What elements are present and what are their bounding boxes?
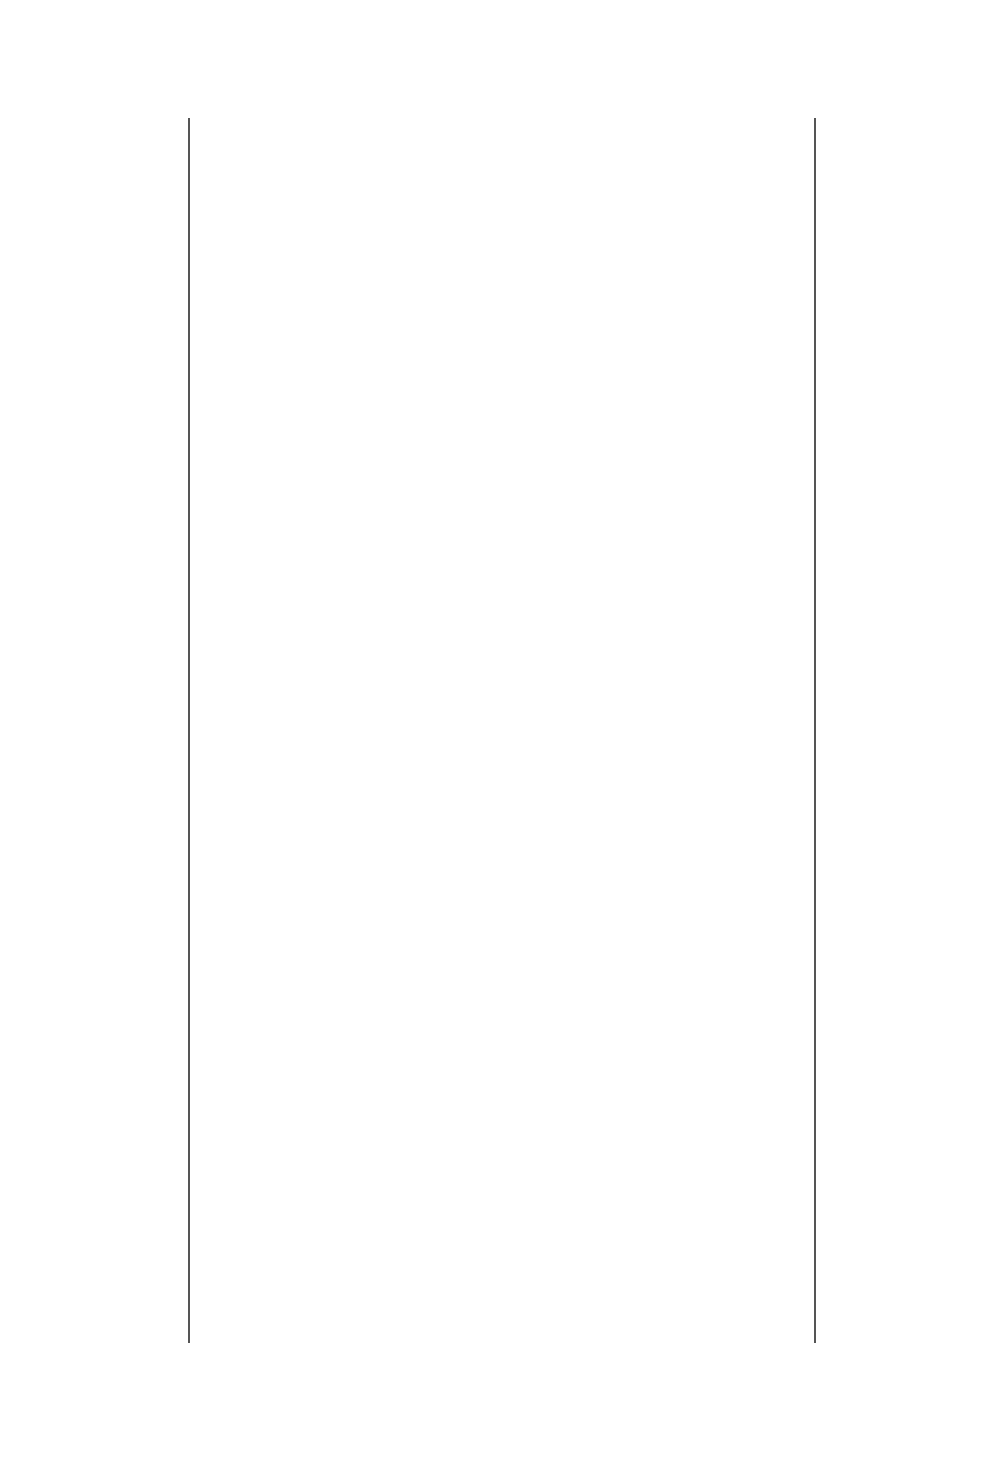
right-margin-rule xyxy=(814,118,816,1343)
part-title xyxy=(215,164,800,218)
page-content xyxy=(215,112,800,218)
left-margin-rule xyxy=(188,118,190,1343)
unit-title xyxy=(215,112,800,164)
